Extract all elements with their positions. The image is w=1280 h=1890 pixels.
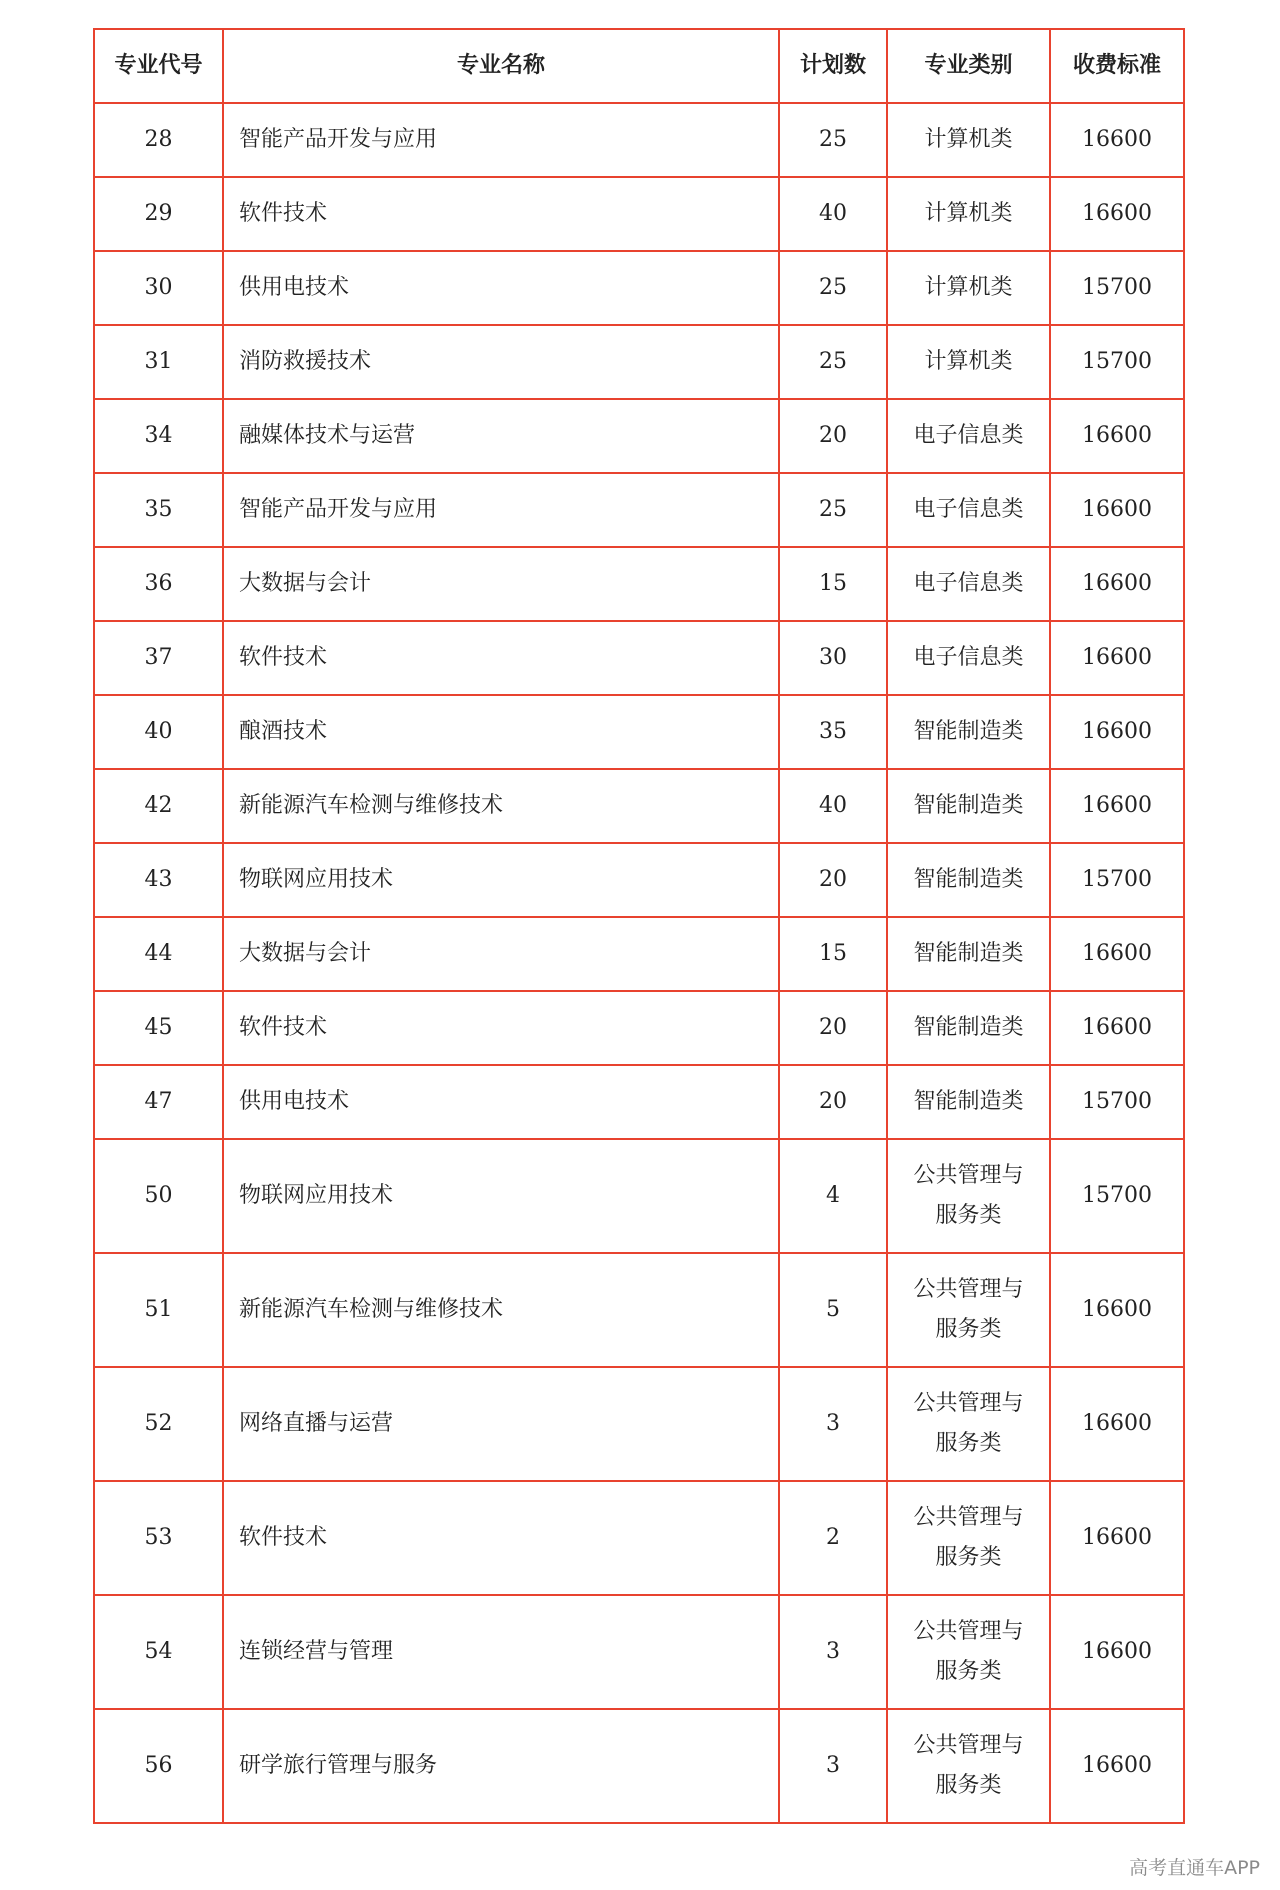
cell-name: 软件技术 <box>223 1481 779 1595</box>
cell-code: 28 <box>94 103 223 177</box>
cell-name: 物联网应用技术 <box>223 1139 779 1253</box>
cell-code: 54 <box>94 1595 223 1709</box>
category-line-1: 公共管理与 <box>913 1505 1024 1530</box>
cell-category: 智能制造类 <box>887 769 1050 843</box>
cell-code: 35 <box>94 473 223 547</box>
cell-fee: 16600 <box>1050 177 1184 251</box>
cell-name: 消防救援技术 <box>223 325 779 399</box>
table-row <box>94 399 1184 473</box>
cell-fee: 16600 <box>1050 399 1184 473</box>
table-row <box>94 1253 1184 1367</box>
table-row <box>94 1709 1184 1823</box>
header-fee: 收费标准 <box>1050 29 1184 103</box>
category-line-1: 公共管理与 <box>913 1619 1024 1644</box>
table-row <box>94 177 1184 251</box>
category-line-2: 服务类 <box>935 1545 1002 1570</box>
cell-name: 软件技术 <box>223 177 779 251</box>
cell-plan: 2 <box>779 1481 887 1595</box>
cell-code: 47 <box>94 1065 223 1139</box>
header-code: 专业代号 <box>94 29 223 103</box>
cell-plan: 20 <box>779 1065 887 1139</box>
cell-code: 30 <box>94 251 223 325</box>
cell-code: 50 <box>94 1139 223 1253</box>
cell-category: 计算机类 <box>887 325 1050 399</box>
header-category: 专业类别 <box>887 29 1050 103</box>
cell-fee: 16600 <box>1050 547 1184 621</box>
cell-fee: 15700 <box>1050 843 1184 917</box>
cell-fee: 15700 <box>1050 1139 1184 1253</box>
cell-plan: 20 <box>779 399 887 473</box>
cell-fee: 16600 <box>1050 1481 1184 1595</box>
cell-name: 新能源汽车检测与维修技术 <box>223 1253 779 1367</box>
cell-category: 智能制造类 <box>887 1065 1050 1139</box>
cell-fee: 16600 <box>1050 621 1184 695</box>
category-line-2: 服务类 <box>935 1203 1002 1228</box>
table-row <box>94 917 1184 991</box>
table-row <box>94 325 1184 399</box>
cell-plan: 20 <box>779 843 887 917</box>
cell-fee: 16600 <box>1050 1595 1184 1709</box>
cell-code: 53 <box>94 1481 223 1595</box>
cell-category: 智能制造类 <box>887 991 1050 1065</box>
table-row <box>94 1367 1184 1481</box>
app-watermark: 高考直通车APP <box>1129 1857 1260 1879</box>
cell-category <box>887 1595 1050 1709</box>
cell-code: 36 <box>94 547 223 621</box>
cell-name: 新能源汽车检测与维修技术 <box>223 769 779 843</box>
cell-plan: 35 <box>779 695 887 769</box>
cell-fee: 16600 <box>1050 473 1184 547</box>
cell-code: 51 <box>94 1253 223 1367</box>
cell-name: 智能产品开发与应用 <box>223 103 779 177</box>
cell-fee: 16600 <box>1050 917 1184 991</box>
cell-fee: 16600 <box>1050 103 1184 177</box>
cell-code: 31 <box>94 325 223 399</box>
cell-name: 酿酒技术 <box>223 695 779 769</box>
cell-code: 29 <box>94 177 223 251</box>
cell-name: 供用电技术 <box>223 1065 779 1139</box>
cell-code: 40 <box>94 695 223 769</box>
table-row <box>94 473 1184 547</box>
cell-category <box>887 1481 1050 1595</box>
cell-category: 智能制造类 <box>887 843 1050 917</box>
cell-name: 软件技术 <box>223 621 779 695</box>
cell-category: 电子信息类 <box>887 473 1050 547</box>
cell-category: 电子信息类 <box>887 399 1050 473</box>
cell-category: 智能制造类 <box>887 917 1050 991</box>
cell-plan: 25 <box>779 325 887 399</box>
cell-fee: 16600 <box>1050 991 1184 1065</box>
cell-category <box>887 1367 1050 1481</box>
cell-name: 大数据与会计 <box>223 917 779 991</box>
cell-code: 45 <box>94 991 223 1065</box>
cell-fee: 16600 <box>1050 769 1184 843</box>
table-row <box>94 621 1184 695</box>
table-row <box>94 103 1184 177</box>
cell-name: 连锁经营与管理 <box>223 1595 779 1709</box>
cell-category: 计算机类 <box>887 177 1050 251</box>
cell-plan: 3 <box>779 1367 887 1481</box>
cell-code: 56 <box>94 1709 223 1823</box>
cell-category <box>887 1253 1050 1367</box>
cell-code: 42 <box>94 769 223 843</box>
cell-fee: 16600 <box>1050 695 1184 769</box>
cell-category: 电子信息类 <box>887 547 1050 621</box>
category-line-2: 服务类 <box>935 1659 1002 1684</box>
cell-code: 34 <box>94 399 223 473</box>
cell-plan: 40 <box>779 769 887 843</box>
table-row <box>94 547 1184 621</box>
table-row <box>94 991 1184 1065</box>
table-header-row <box>94 29 1184 103</box>
cell-category: 计算机类 <box>887 103 1050 177</box>
cell-category: 电子信息类 <box>887 621 1050 695</box>
cell-plan: 20 <box>779 991 887 1065</box>
cell-fee: 15700 <box>1050 325 1184 399</box>
cell-plan: 25 <box>779 103 887 177</box>
category-line-2: 服务类 <box>935 1317 1002 1342</box>
table-row <box>94 843 1184 917</box>
cell-fee: 15700 <box>1050 1065 1184 1139</box>
table-row <box>94 695 1184 769</box>
category-line-1: 公共管理与 <box>913 1733 1024 1758</box>
cell-plan: 25 <box>779 473 887 547</box>
table-row <box>94 1065 1184 1139</box>
table-row <box>94 769 1184 843</box>
cell-name: 融媒体技术与运营 <box>223 399 779 473</box>
cell-plan: 15 <box>779 547 887 621</box>
majors-table <box>93 28 1185 1824</box>
cell-category: 智能制造类 <box>887 695 1050 769</box>
cell-code: 52 <box>94 1367 223 1481</box>
category-line-1: 公共管理与 <box>913 1277 1024 1302</box>
table-row <box>94 1595 1184 1709</box>
cell-fee: 16600 <box>1050 1253 1184 1367</box>
header-name: 专业名称 <box>223 29 779 103</box>
cell-name: 网络直播与运营 <box>223 1367 779 1481</box>
header-plan: 计划数 <box>779 29 887 103</box>
cell-plan: 15 <box>779 917 887 991</box>
category-line-1: 公共管理与 <box>913 1391 1024 1416</box>
cell-category <box>887 1139 1050 1253</box>
cell-code: 43 <box>94 843 223 917</box>
cell-name: 研学旅行管理与服务 <box>223 1709 779 1823</box>
cell-name: 物联网应用技术 <box>223 843 779 917</box>
cell-fee: 16600 <box>1050 1709 1184 1823</box>
cell-plan: 4 <box>779 1139 887 1253</box>
cell-code: 44 <box>94 917 223 991</box>
cell-name: 供用电技术 <box>223 251 779 325</box>
cell-plan: 25 <box>779 251 887 325</box>
cell-plan: 3 <box>779 1709 887 1823</box>
category-line-1: 公共管理与 <box>913 1163 1024 1188</box>
cell-category: 计算机类 <box>887 251 1050 325</box>
cell-plan: 30 <box>779 621 887 695</box>
cell-fee: 15700 <box>1050 251 1184 325</box>
cell-name: 软件技术 <box>223 991 779 1065</box>
category-line-2: 服务类 <box>935 1773 1002 1798</box>
cell-code: 37 <box>94 621 223 695</box>
cell-plan: 40 <box>779 177 887 251</box>
table-row <box>94 1481 1184 1595</box>
table-row <box>94 251 1184 325</box>
cell-category <box>887 1709 1050 1823</box>
table-row <box>94 1139 1184 1253</box>
cell-plan: 3 <box>779 1595 887 1709</box>
cell-plan: 5 <box>779 1253 887 1367</box>
cell-name: 大数据与会计 <box>223 547 779 621</box>
enrollment-table-container <box>93 28 1183 1824</box>
cell-fee: 16600 <box>1050 1367 1184 1481</box>
category-line-2: 服务类 <box>935 1431 1002 1456</box>
cell-name: 智能产品开发与应用 <box>223 473 779 547</box>
